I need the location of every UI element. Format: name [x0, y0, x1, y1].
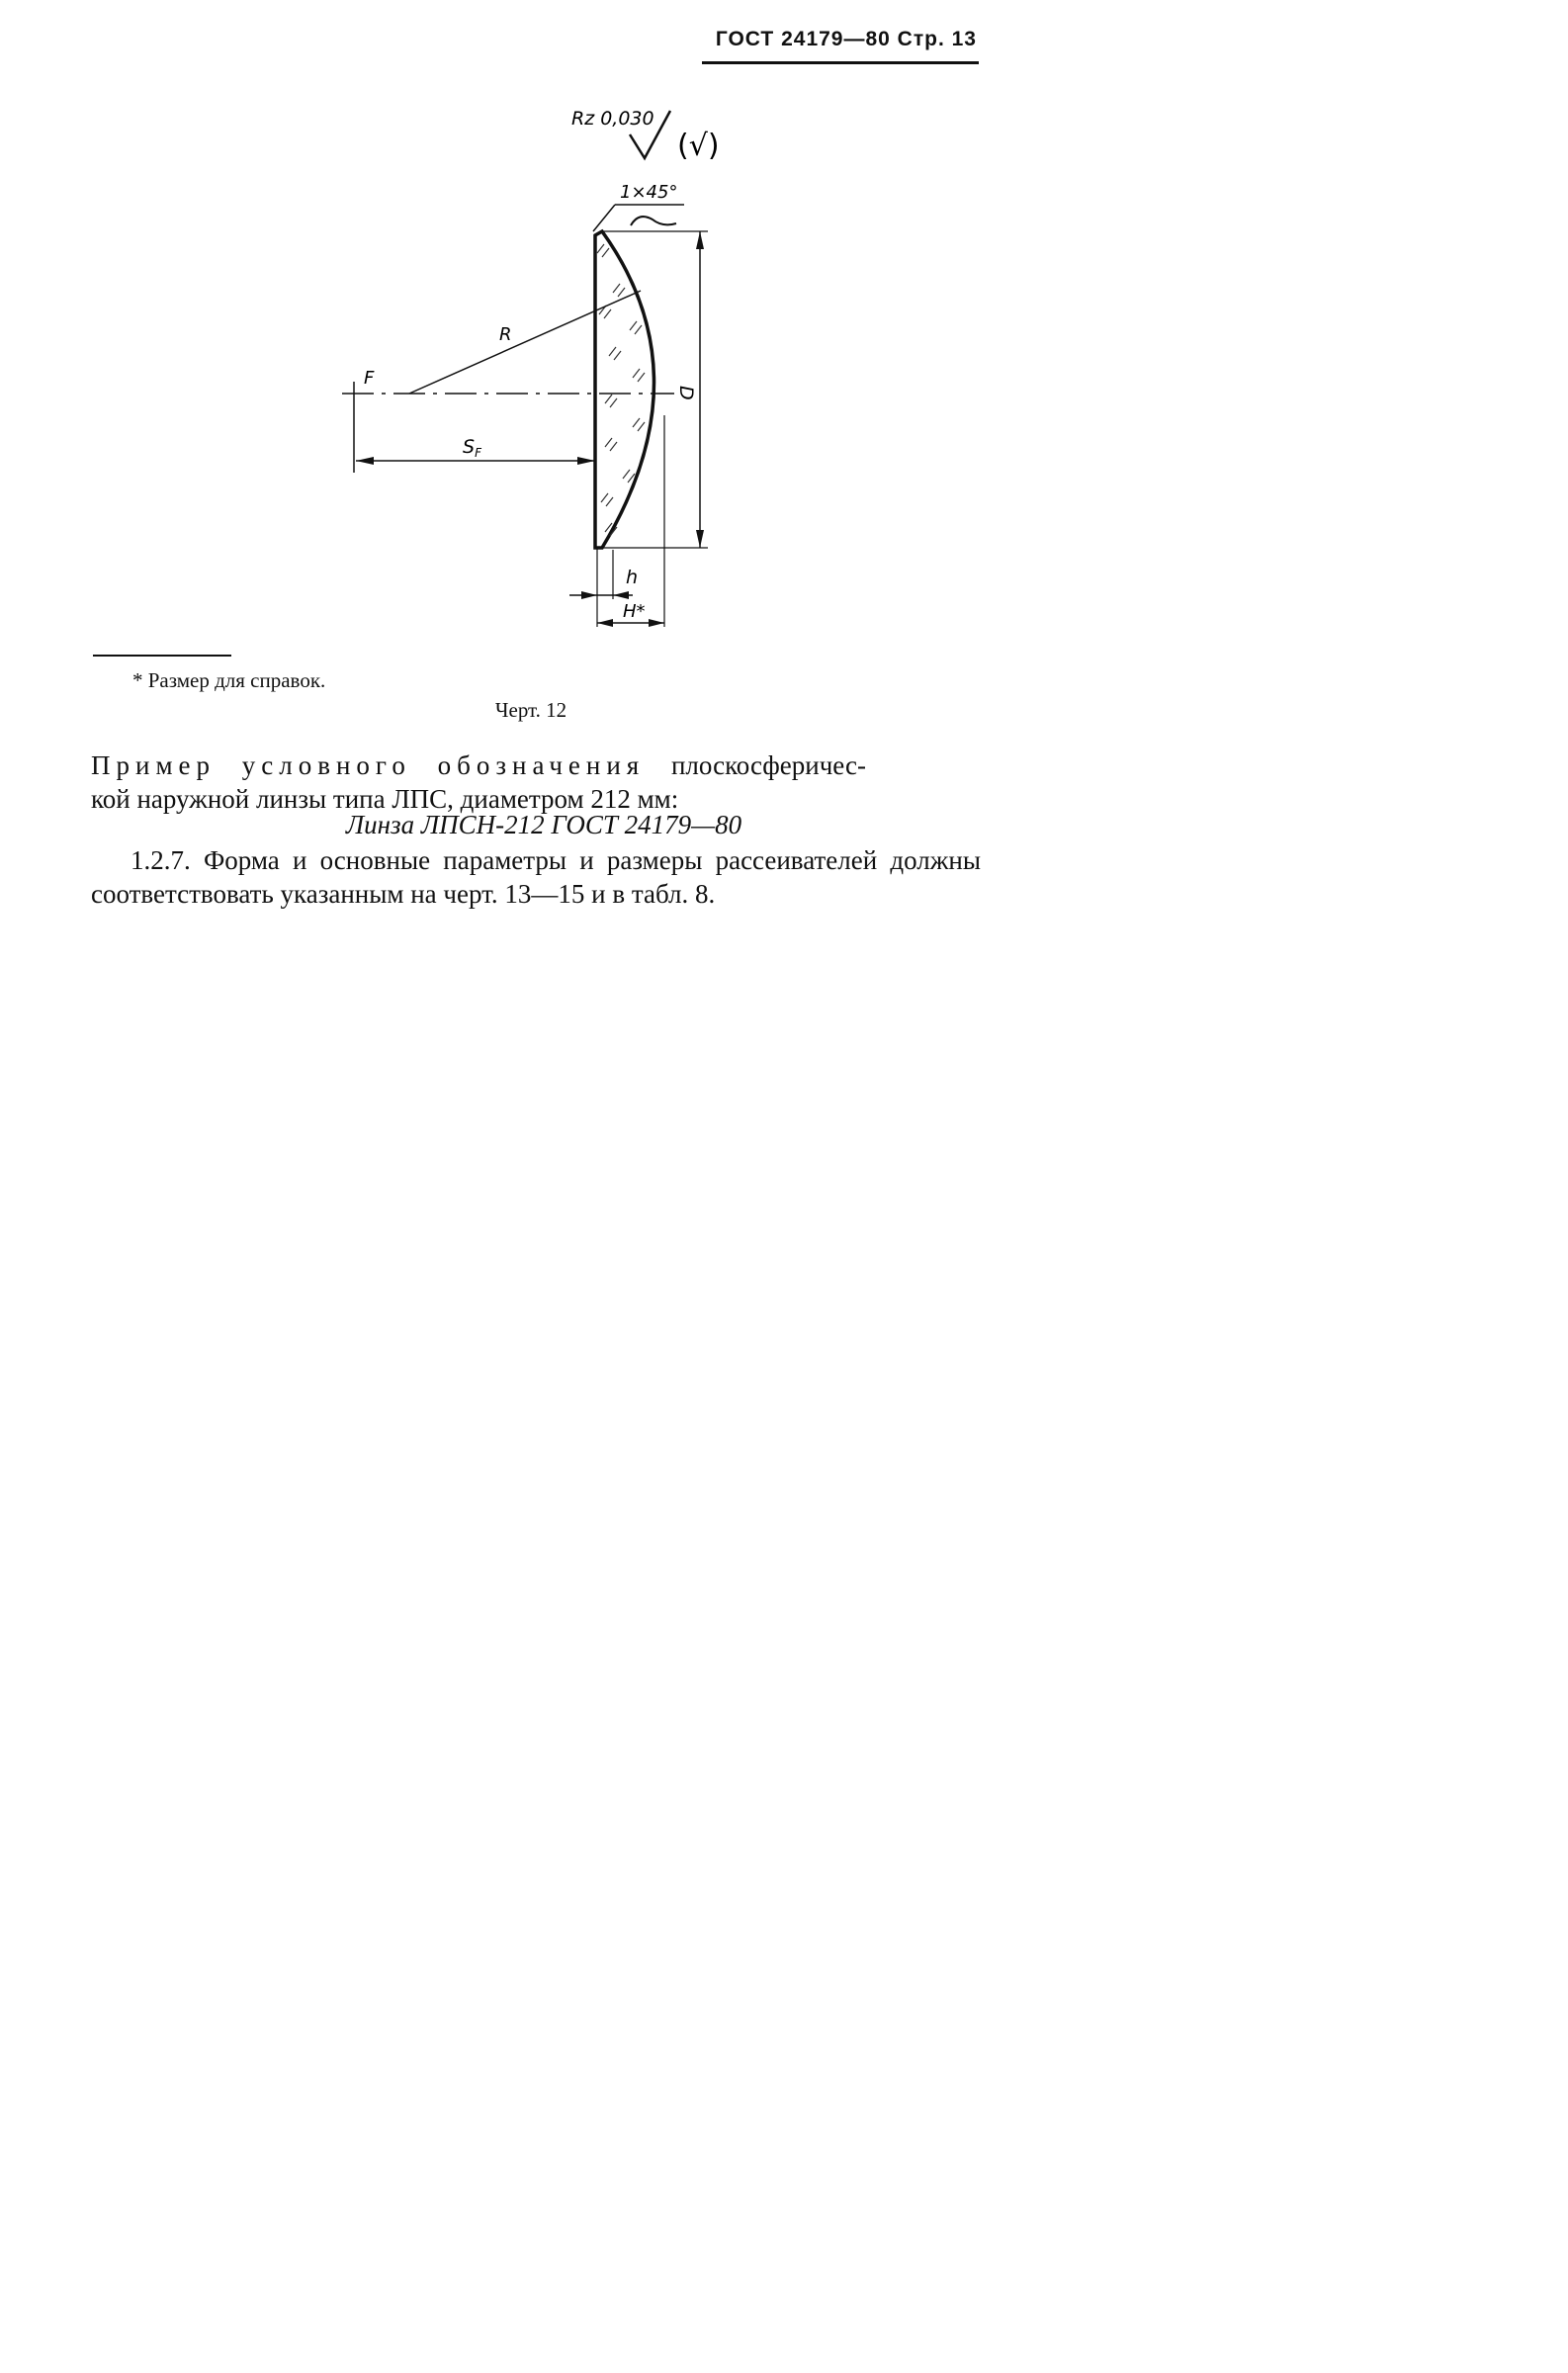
example-line-2: кой наружной линзы типа ЛПС, диаметром 212 мм:: [91, 784, 679, 814]
arrow-left-icon: [356, 457, 374, 465]
example-line-1: [91, 748, 981, 782]
chamfer-label: 1×45°: [620, 182, 678, 203]
radius-label: R: [499, 324, 512, 345]
lens-drawing: [0, 0, 1012, 653]
chamfer-leader: [593, 205, 615, 231]
figure-caption: Черт. 12: [494, 698, 567, 722]
sag-label: h: [626, 567, 639, 588]
arrow-left-icon: [613, 591, 629, 599]
footnote: * Размер для справок.: [132, 668, 326, 692]
focal-distance-label: $S_F$: [463, 436, 481, 460]
example-word: Пример: [91, 750, 217, 780]
arrow-left-icon: [597, 619, 613, 627]
example-line-1-tail: плоскосферичес-: [670, 750, 866, 780]
arrow-down-icon: [696, 530, 704, 548]
lens-outline: [595, 231, 654, 548]
chamfer-wave-icon: [631, 217, 676, 225]
example-word: условного: [241, 750, 411, 780]
diameter-label: D: [675, 386, 697, 400]
thickness-label: H*: [623, 601, 646, 622]
roughness-sign: (√): [677, 129, 720, 163]
example-paragraph: [91, 748, 981, 816]
arrow-up-icon: [696, 231, 704, 249]
radius-line: [409, 291, 641, 394]
focus-label: F: [364, 368, 375, 389]
glass-hatching: [597, 244, 645, 536]
footnote-rule: [93, 655, 231, 657]
lens-designation: Линза ЛПСН-212 ГОСТ 24179—80: [345, 810, 742, 839]
arrow-right-icon: [649, 619, 664, 627]
roughness-label: Rz 0,030: [571, 108, 654, 130]
example-word: обозначения: [437, 750, 646, 780]
clause-paragraph: 1.2.7. Форма и основные параметры и размеры рассеивателей должны соответствовать указанным на черт. 13—15 и в табл. 8.: [91, 845, 981, 909]
page-header: ГОСТ 24179—80 Стр. 13: [715, 28, 977, 50]
arrow-right-icon: [581, 591, 597, 599]
arrow-right-icon: [577, 457, 595, 465]
